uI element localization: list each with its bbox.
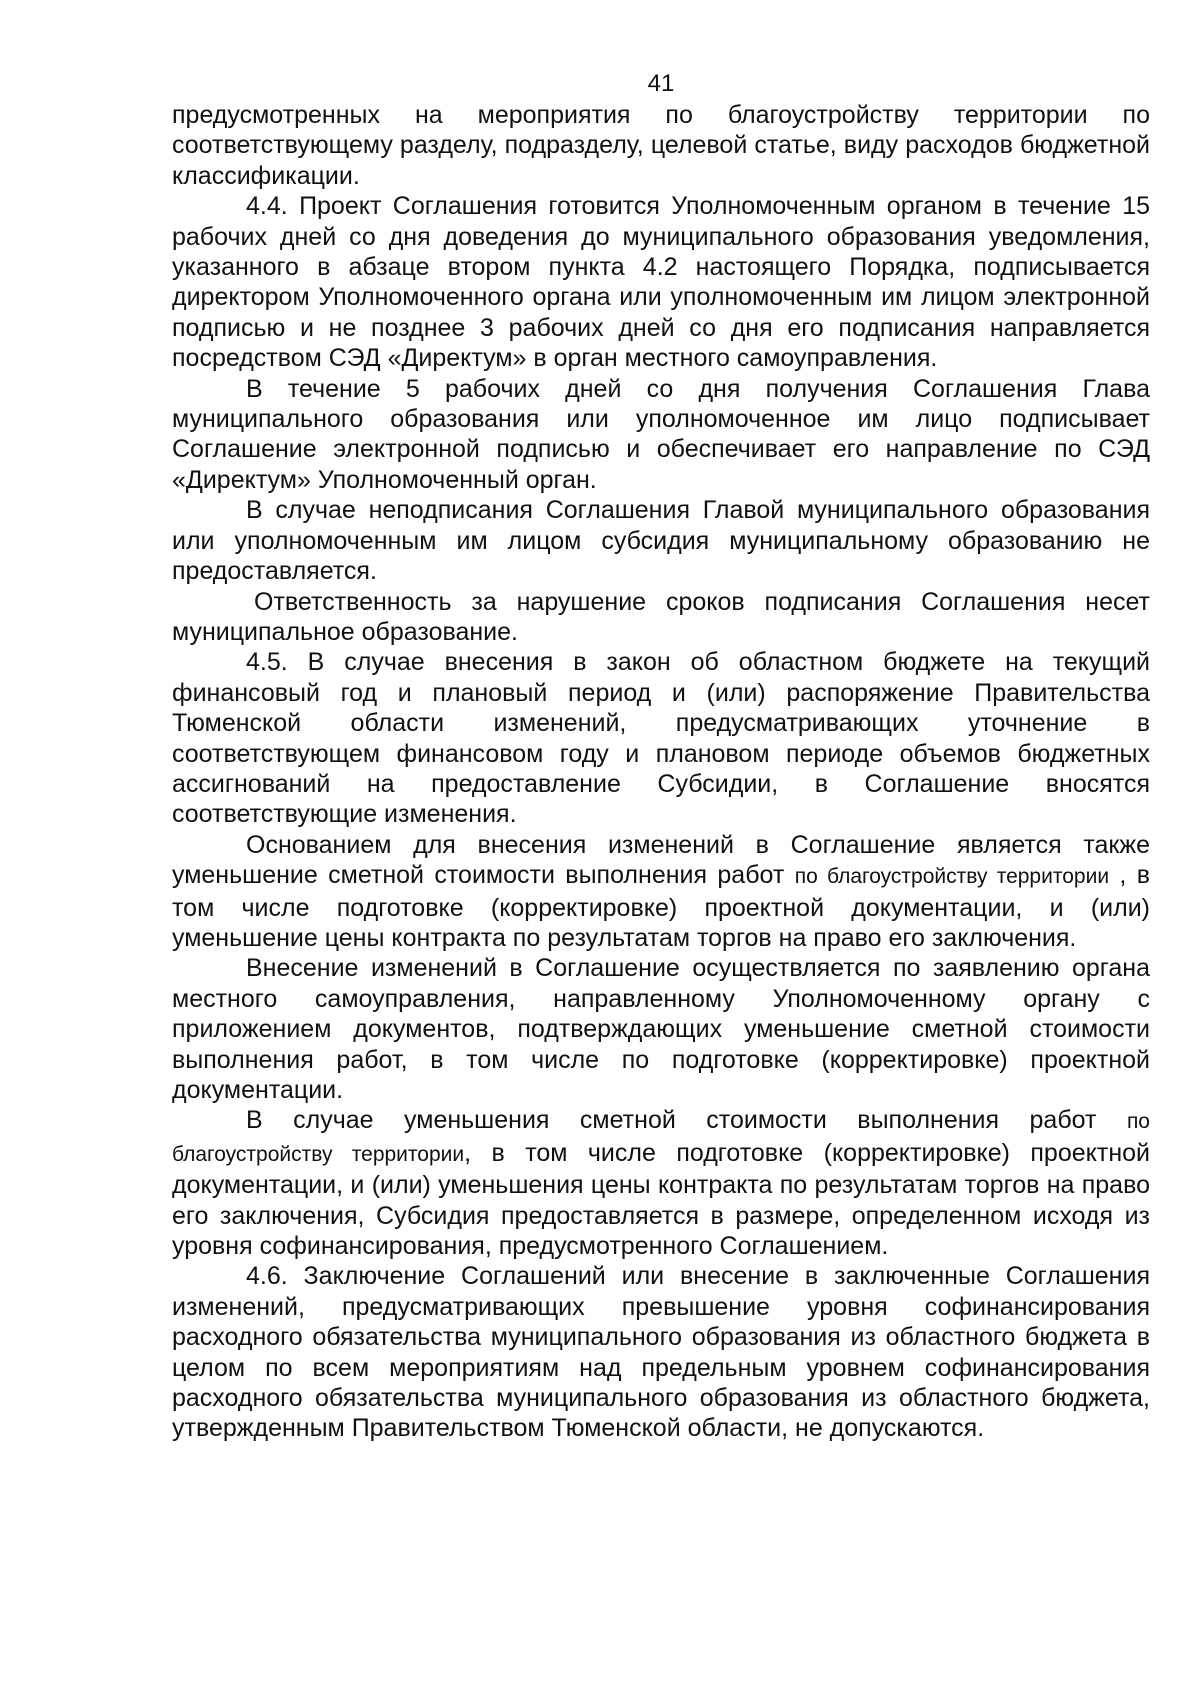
document-page	[172, 70, 1150, 1444]
paragraph-continuation: предусмотренных на мероприятия по благоустройству территории по соответствующему разделу, подразделу, целевой статье, виду расходов бюджетной классификации.	[172, 101, 1150, 190]
paragraph-changes-procedure: Внесение изменений в Соглашение осуществляется по заявлению органа местного самоуправления, направленному Уполномоченному органу с приложением документов, подтверждающих уменьшение сметной стоимости выполнения работ, в том числе по подготовке (корректировке) проектной документации.	[172, 954, 1150, 1104]
paragraph-grounds-for-changes	[172, 830, 1150, 954]
text-run: , в том числе подготовке (корректировке) проектной документации, и (или) уменьшения цены контракта по результатам торгов на право его заключения, Субсидия предоставляется в размере, определенном исходя из уровня софинансирования, предусмотренного Соглашением.	[172, 1138, 1150, 1261]
text-run-small: по благоустройству территории	[172, 1110, 1150, 1166]
text-run: В случае уменьшения сметной стоимости выполнения работ	[246, 1106, 1127, 1135]
page-number: 41	[647, 70, 675, 97]
paragraph-4-5: 4.5. В случае внесения в закон об областном бюджете на текущий финансовый год и плановый период и (или) распоряжение Правительства Тюменской области изменений, предусматривающих уточнение в соответствующем финансовом году и плановом периоде объемов бюджетных ассигнований на предоставление Субсидии, в Соглашение вносятся соответствующие изменения.	[172, 648, 1150, 829]
paragraph-4-6: 4.6. Заключение Соглашений или внесение в заключенные Соглашения изменений, предусматривающих превышение уровня софинансирования расходного обязательства муниципального образования из областного бюджета в целом по всем мероприятиям над предельным уровнем софинансирования расходного обязательства муниципального образования из областного бюджета, утвержденным Правительством Тюменской области, не допускаются.	[172, 1262, 1150, 1443]
paragraph-signing-term: В течение 5 рабочих дней со дня получения Соглашения Глава муниципального образования или уполномоченное им лицо подписывает Соглашение электронной подписью и обеспечивает его направление по СЭД «Директум» Уполномоченный орган.	[172, 374, 1150, 494]
text-run-small: по благоустройству территории	[794, 865, 1110, 889]
paragraph-4-4: 4.4. Проект Соглашения готовится Уполномоченным органом в течение 15 рабочих дней со дня доведения до муниципального образования уведомления, указанного в абзаце втором пункта 4.2 настоящего Порядка, подписывается директором Уполномоченного органа или уполномоченным им лицом электронной подписью и не позднее 3 рабочих дней со дня его подписания направляется посредством СЭД «Директум» в орган местного самоуправления.	[172, 192, 1150, 373]
paragraph-responsibility: Ответственность за нарушение сроков подписания Соглашения несет муниципальное образование.	[172, 587, 1150, 646]
text-run: Основанием для внесения изменений в Соглашение является также уменьшение сметной стоимости выполнения работ	[172, 830, 1150, 890]
text-run: , в том числе подготовке (корректировке) проектной документации, и (или) уменьшение цены контракта по результатам торгов на право его заключения.	[172, 861, 1151, 952]
paragraph-cost-reduction	[172, 1105, 1150, 1261]
paragraph-not-signed: В случае неподписания Соглашения Главой муниципального образования или уполномоченным им лицом субсидия муниципальному образованию не предоставляется.	[172, 496, 1150, 586]
